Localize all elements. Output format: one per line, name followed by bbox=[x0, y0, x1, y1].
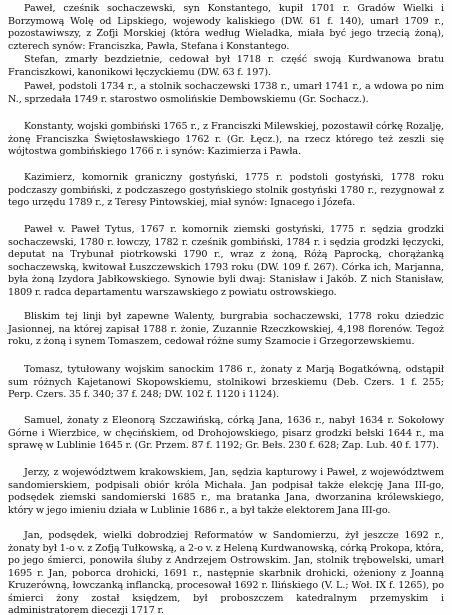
paragraph-samuel: Samuel, żonaty z Eleonorą Szczawińską, córką Jana, 1636 r., nabył 1634 r. Sokołowy Górne i Wierzbice, w chęcińskiem, od Drohojowskiego, pisarz grodzki bełski 1644 r., ma sprawę w Lublinie 1645 r. (Gr. Przem. 87 f. 1192; Gr. Bełs. 230 f. 628; Zap. Lub. 40 f. 177). bbox=[8, 415, 444, 452]
paragraph-stefan: Stefan, zmarły bezdzietnie, cedował był 1718 r. część swoją Kurdwanowa bratu Franciszkowi, kanonikowi łęczyckiemu (DW. 63 f. 197). bbox=[8, 54, 444, 78]
paragraph-kazimierz: Kazimierz, komornik graniczny gostyński, 1775 r. podstoli gostyński, 1778 roku podczaszy gombiński, z podczaszego gostyńskiego stolnik gostyński 1780 r., rezygnował z tego urzędu 1789 r., z Teresy Pintowskiej, miał synów: Ignacego i Józefa. bbox=[8, 172, 444, 209]
paragraph-jan-podsedek: Jan, podsędek, wielki dobrodziej Reformatów w Sandomierzu, żył jeszcze 1692 r., żonaty był 1-o v. z Zofją Tułkowską, a 2-o v. z Heleną Kurdwanowską, córką Prokopa, która, po jego śmierci, ponowiła śluby z Andrzejem Ostrowskim. Jan, stolnik trębowelski, umarł 1695 r. Jan, poborca drohicki, 1691 r., następnie skarbnik drohicki, ożeniony z Joanną Kruzerówną, łowczanką inflancką, procesował 1692 r. Ilińskiego (V. L.; Woł. IX f. 1265), po śmierci żony został księdzem, był proboszczem katedralnym przemyskim i administratorem diecezji 1717 r. bbox=[8, 530, 444, 615]
paragraph-konstanty: Konstanty, wojski gombiński 1765 r., z Franciszki Milewskiej, pozostawił córkę Rozalję, żonę Franciszka Świętosławskiego 1762 r. (Gr. Łęcz.), na rzecz którego też zeszli się wójtostwa gombińskiego 1766 r. i synów: Kazimierza i Pawła. bbox=[8, 121, 444, 158]
paragraph-tomasz: Tomasz, tytułowany wojskim sanockim 1786 r., żonaty z Marją Bogatkówną, odstąpił sum różnych Kajetanowi Skopowskiemu, stolnikowi brzeskiemu (Deb. Czers. 1 f. 255; Perp. Czers. 35 f. 340; 37 f. 248; DW. 102 f. 1120 i 1124). bbox=[8, 364, 444, 401]
paragraph-pawel-tytus: Paweł v. Paweł Tytus, 1767 r. komornik ziemski gostyński, 1775 r. sędzia grodzki sochaczewski, 1780 r. łowczy, 1782 r. cześnik gombiński, 1784 r. i sędzia grodzki łęczycki, deputat na Trybunał piotrkowski 1790 r., wraz z żoną, Różą Paprocką, chorążanką sochaczewską, kwitował Łuszczewskich 1793 roku (DW. 109 f. 267). Córka ich, Marjanna, była żoną Izydora Jabłkowskiego. Synowie byli dwaj: Stanisław i Jakób. Z nich Stanisław, 1809 r. radca departamentu warszawskiego z powiatu ostrowskiego. bbox=[8, 224, 444, 298]
paragraph-pawel-czesnik: Paweł, cześnik sochaczewski, syn Konstantego, kupił 1701 r. Gradów Wielki i Borzymową Wolę od Lipskiego, wojewody kaliskiego (DW. 61 f. 140), umarł 1709 r., pozostawiwszy, z Zofji Morskiej (która według Wieladka, miała być jego trzecią żoną), czterech synów: Franciszka, Pawła, Stefana i Konstantego. bbox=[8, 3, 444, 52]
paragraph-pawel-podstoli: Paweł, podstoli 1734 r., a stolnik sochaczewski 1738 r., umarł 1741 r., a wdowa po nim N., sprzedała 1749 r. starostwo osmolińskie Dembowskiemu (Gr. Sochacz.). bbox=[8, 81, 444, 105]
paragraph-walenty: Bliskim tej linji był zapewne Walenty, burgrabia sochaczewski, 1778 roku dziedzic Jasionnej, na której zapisał 1788 r. żonie, Zuzannie Rzeczkowskiej, 4,198 florenów. Tegoż roku, z żoną i synem Tomaszem, cedował różne sumy Szamocie i Grzegorzewskiemu. bbox=[8, 311, 444, 348]
paragraph-jerzy: Jerzy, z województwem krakowskiem, Jan, sędzia kapturowy i Paweł, z województwem sandomierskiem, podpisali obiór króla Michała. Jan podpisał także elekcję Jana III-go, podsędek ziemski sandomierski 1685 r., ma bratanka Jana, dworzanina królewskiego, który w jego imieniu działa w Lublinie 1686 r., a był także elektorem Jana III-go. bbox=[8, 467, 444, 516]
